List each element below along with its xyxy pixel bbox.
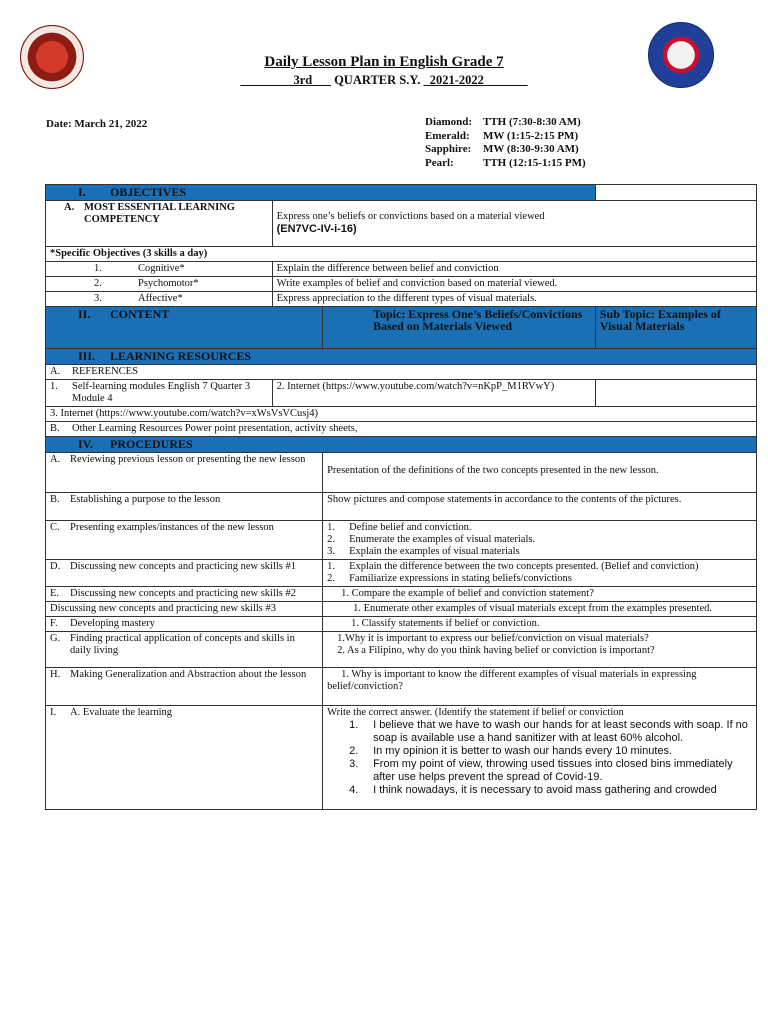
list-item: 2. Familiarize expressions in stating beliefs/convictions (327, 573, 572, 584)
procedure-text: 1.Why it is important to express our belief/conviction on visual materials? 2. As a Filipino, why do you think having belief or conviction is important? (323, 632, 757, 668)
procedure-text: 1. Compare the example of belief and conviction statement? (323, 587, 757, 602)
procedures-heading: IV. PROCEDURES (46, 437, 757, 453)
list-item: 3. Explain the examples of visual materials (327, 546, 520, 557)
procedure-label: B. Establishing a purpose to the lesson (46, 493, 323, 521)
quarter-value: 3rd (293, 73, 313, 87)
melc-label: A. MOST ESSENTIAL LEARNING COMPETENCY (46, 201, 273, 247)
procedure-label: G. Finding practical application of concepts and skills in daily living (46, 632, 323, 668)
list-item: 1. Define belief and conviction. (327, 522, 472, 533)
evaluation-content: Write the correct answer. (Identify the statement if belief or conviction 1. I believe that we have to wash our hands for at least seconds with soap. If no soap is available use a hand sanitizer with at least 60% alcohol. 2. In my opinion it is better to wash our hands every 10 minutes. 3. From my point of view, throwing used tissues into closed bins immediately after use helps prevent the spread of Covid-19. 4. I think nowadays, it is necessary to avoid mass gathering and crowded (323, 706, 757, 810)
quarter-line (0, 73, 768, 88)
evaluation-item: 1. I believe that we have to wash our hands for at least seconds with soap. If no soap is available use a hand sanitizer with at least 60% alcohol. (349, 719, 748, 744)
skill-description: Express appreciation to the different types of visual materials. (272, 292, 756, 307)
skill-label: 3. Affective* (46, 292, 273, 307)
procedure-label: E. Discussing new concepts and practicing new skills #2 (46, 587, 323, 602)
other-resources: B. Other Learning Resources Power point presentation, activity sheets, (46, 422, 757, 437)
quarter-label: QUARTER S.Y. (334, 73, 421, 87)
procedure-label: Discussing new concepts and practicing new skills #3 (46, 602, 323, 617)
evaluation-item: 2. In my opinion it is better to wash our hands every 10 minutes. (349, 745, 673, 757)
procedure-list (323, 521, 757, 560)
objectives-heading: I. OBJECTIVES (46, 185, 596, 201)
references-label: A. REFERENCES (46, 365, 757, 380)
skill-description: Explain the difference between belief and conviction (272, 262, 756, 277)
melc-text: Express one’s beliefs or convictions based on a material viewed (EN7VC-IV-i-16) (272, 201, 756, 247)
section-schedule: Diamond: TTH (7:30-8:30 AM) (425, 116, 581, 128)
list-item: 2. Enumerate the examples of visual materials. (327, 534, 536, 545)
skill-description: Write examples of belief and conviction based on material viewed. (272, 277, 756, 292)
reference-3: 3. Internet (https://www.youtube.com/watch?v=xWsVsVCusj4) (46, 407, 757, 422)
content-subtopic: Sub Topic: Examples of Visual Materials (595, 307, 756, 349)
procedure-label: H. Making Generalization and Abstraction about the lesson (46, 668, 323, 706)
reference-2: 2. Internet (https://www.youtube.com/watch?v=nKpP_M1RVwY) (272, 380, 595, 407)
school-year: 2021-2022 (429, 73, 484, 87)
lesson-plan-table (45, 184, 757, 810)
skill-label: 1. Cognitive* (46, 262, 273, 277)
procedure-list (323, 560, 757, 587)
content-heading: II. CONTENT (46, 307, 323, 349)
lesson-date: Date: March 21, 2022 (46, 118, 148, 130)
procedure-label: I. A. Evaluate the learning (46, 706, 323, 810)
procedure-text: Show pictures and compose statements in accordance to the contents of the pictures. (323, 493, 757, 521)
procedure-text: 1. Enumerate other examples of visual materials except from the examples presented. (323, 602, 757, 617)
specific-objectives-label: *Specific Objectives (3 skills a day) (46, 247, 757, 262)
skill-label: 2. Psychomotor* (46, 277, 273, 292)
procedure-text: Presentation of the definitions of the two concepts presented in the new lesson. (323, 453, 757, 493)
section-schedule: Emerald: MW (1:15-2:15 PM) (425, 129, 579, 142)
section-schedule: Sapphire: MW (8:30-9:30 AM) (425, 143, 579, 155)
content-topic: Topic: Express One’s Beliefs/Convictions Based on Materials Viewed (323, 307, 596, 349)
procedure-text: 1. Classify statements if belief or conviction. (323, 617, 757, 632)
procedure-text: 1. Why is important to know the different examples of visual materials in expressing belief/conviction? (323, 668, 757, 706)
procedure-label: A. Reviewing previous lesson or presenting the new lesson (46, 453, 323, 493)
procedure-label: D. Discussing new concepts and practicing new skills #1 (46, 560, 323, 587)
reference-1: 1. Self-learning modules English 7 Quarter 3 Module 4 (46, 380, 273, 407)
evaluation-item: 3. From my point of view, throwing used tissues into closed bins immediately after use helps prevent the spread of Covid-19. (349, 758, 733, 783)
list-item: 1. Explain the difference between the two concepts presented. (Belief and conviction) (327, 561, 699, 572)
evaluation-item: 4. I think nowadays, it is necessary to avoid mass gathering and crowded (349, 784, 717, 796)
resources-heading: III. LEARNING RESOURCES (46, 349, 757, 365)
procedure-label: F. Developing mastery (46, 617, 323, 632)
document-title: Daily Lesson Plan in English Grade 7 (264, 54, 504, 70)
procedure-label: C. Presenting examples/instances of the new lesson (46, 521, 323, 560)
section-schedules (425, 116, 586, 170)
section-schedule: Pearl: TTH (12:15-1:15 PM) (425, 156, 586, 169)
